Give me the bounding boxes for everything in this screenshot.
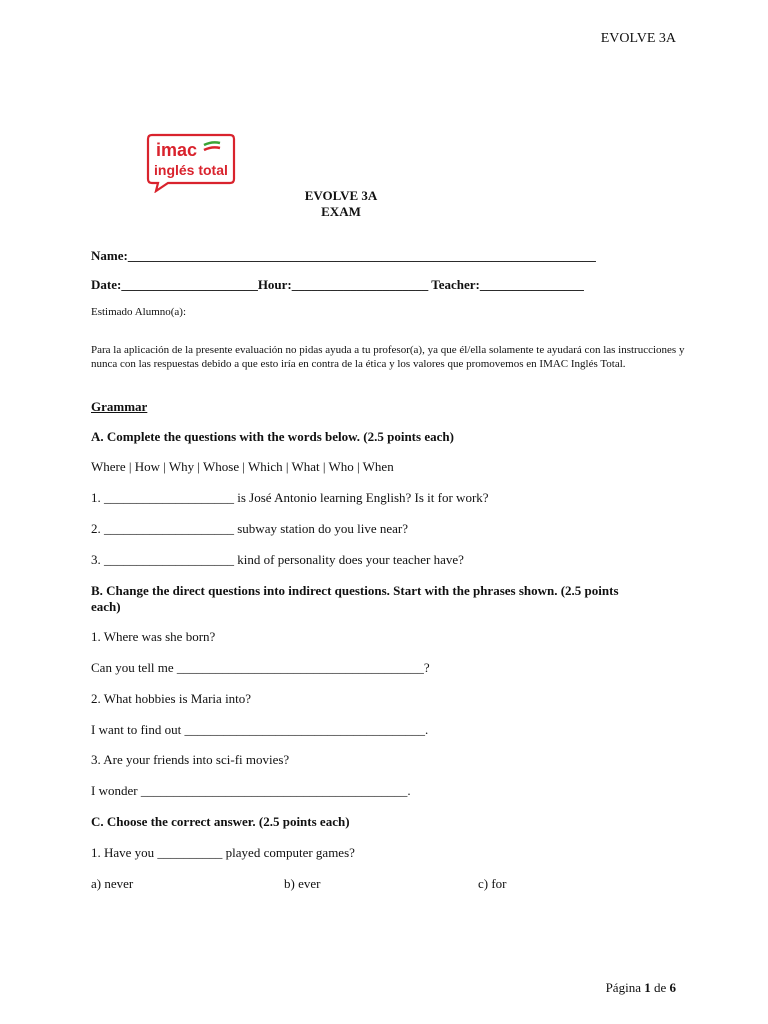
date-hour-teacher-field: Date:_____________________Hour:_____________________ Teacher:________________ — [91, 277, 584, 292]
section-b-answer-1: Can you tell me ______________________________________? — [91, 660, 430, 675]
svg-text:inglés total: inglés total — [154, 162, 228, 178]
section-b-question-2: 2. What hobbies is Maria into? — [91, 691, 252, 706]
section-c-option-c: c) for — [478, 876, 507, 891]
header-code: EVOLVE 3A — [600, 31, 676, 46]
section-a-item-1: 1. ____________________ is José Antonio learning English? Is it for work? — [91, 490, 489, 505]
section-b-question-1: 1. Where was she born? — [91, 629, 216, 644]
section-a-item-3: 3. ____________________ kind of personality does your teacher have? — [91, 552, 464, 567]
exam-title-line2: EXAM — [321, 204, 361, 219]
section-b-answer-2: I want to find out _____________________________________. — [91, 722, 429, 737]
name-field: Name:________________________________________________________________________ — [91, 248, 596, 263]
exam-title-line1: EVOLVE 3A — [304, 188, 378, 203]
section-c-option-a: a) never — [91, 876, 134, 891]
section-b-question-3: 3. Are your friends into sci-fi movies? — [91, 752, 290, 767]
svg-text:imac: imac — [156, 140, 198, 160]
grammar-heading: Grammar — [91, 399, 148, 414]
section-b-instruction-line2: each) — [91, 599, 121, 614]
footer-total-pages: 6 — [669, 980, 676, 995]
imac-logo — [146, 131, 236, 193]
intro-paragraph: Para la aplicación de la presente evaluación no pidas ayuda a tu profesor(a), ya que él/ella solamente te ayudará con las instrucciones y nunca con las respuestas debido a que esto iría en contra de la ética y los valores que promovemos en IMAC Inglés Total. — [91, 344, 685, 370]
section-b-instruction-line1: B. Change the direct questions into indirect questions. Start with the phrases shown. (2.5 points — [91, 583, 619, 598]
exam-title — [0, 188, 682, 220]
section-b-answer-3: I wonder _________________________________________. — [91, 783, 411, 798]
page-footer — [606, 980, 676, 996]
section-c-instruction: C. Choose the correct answer. (2.5 points each) — [91, 814, 350, 829]
footer-middle: de — [650, 980, 670, 995]
section-a-wordbank: Where | How | Why | Whose | Which | What | Who | When — [91, 459, 394, 474]
greeting: Estimado Alumno(a): — [91, 306, 187, 318]
section-a-instruction: A. Complete the questions with the words below. (2.5 points each) — [91, 429, 454, 444]
footer-current-page: 1 — [644, 980, 651, 995]
footer-prefix: Página — [605, 980, 645, 995]
imac-logo-icon — [146, 131, 236, 193]
section-c-option-b: b) ever — [284, 876, 321, 891]
section-c-question-1: 1. Have you __________ played computer games? — [91, 845, 355, 860]
section-a-item-2: 2. ____________________ subway station do you live near? — [91, 521, 409, 536]
